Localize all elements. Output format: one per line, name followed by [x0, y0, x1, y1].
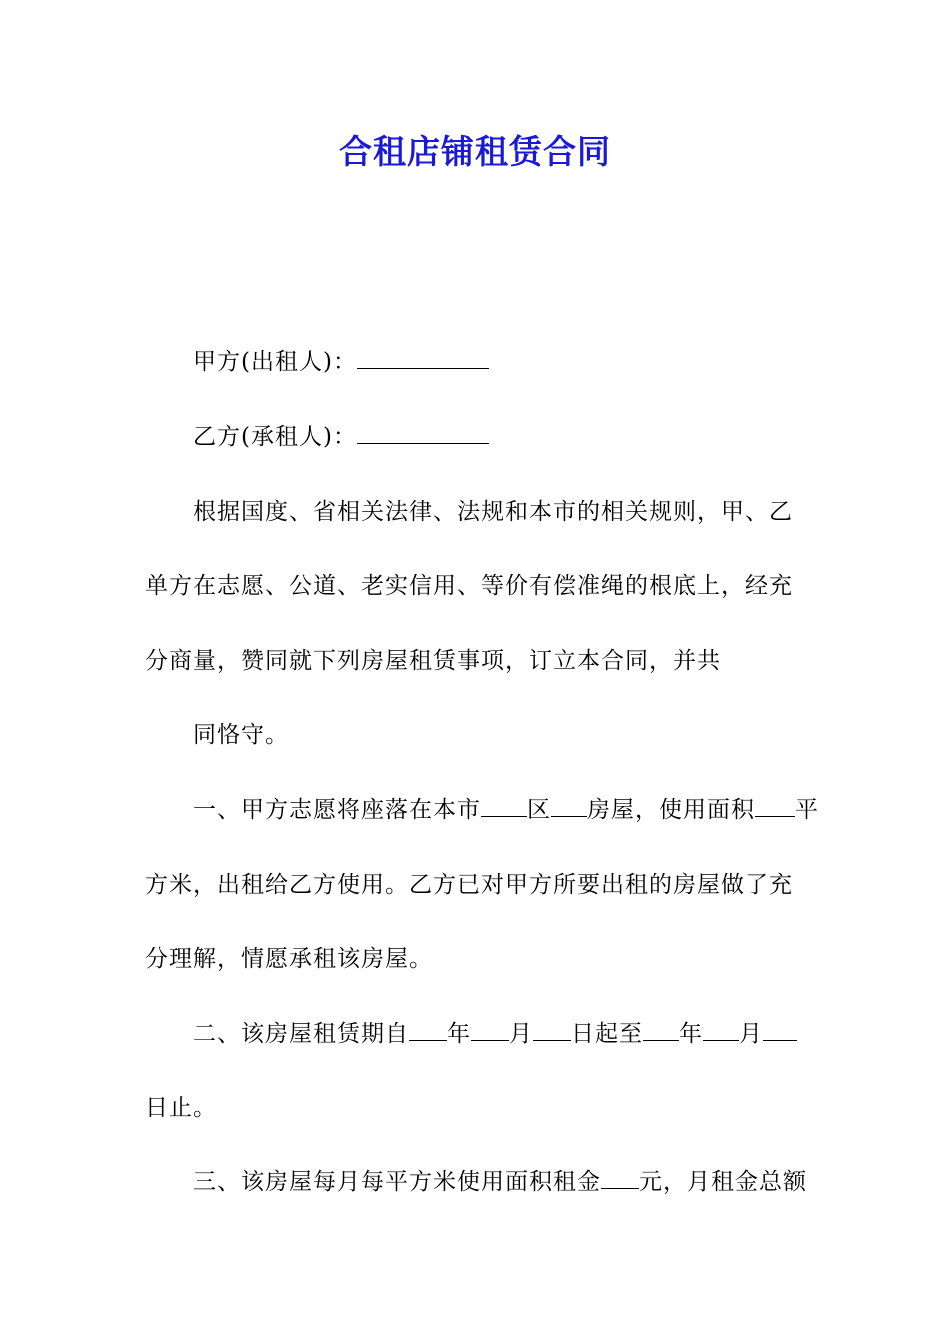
- clause-1-text-d: 平: [795, 797, 819, 823]
- party-b-label: 乙方(承租人)：: [193, 424, 357, 450]
- clause-2-line-2: 日止。: [145, 1095, 217, 1121]
- party-a-line: [193, 346, 873, 378]
- clause-1-line-2: 方米，出租给乙方使用。乙方已对甲方所要出租的房屋做了充: [145, 872, 793, 898]
- clause-2-text-c: 月: [509, 1021, 533, 1047]
- clause-2-text-d: 日起至: [571, 1021, 643, 1047]
- preamble-line-4: 同恪守。: [193, 722, 289, 748]
- party-a-blank: [357, 346, 489, 369]
- preamble-line-3: 分商量，赞同就下列房屋租赁事项，订立本合同，并共: [145, 648, 721, 674]
- rent-price-blank: [601, 1166, 639, 1189]
- start-year-blank: [409, 1018, 447, 1041]
- clause-2-text-f: 月: [739, 1021, 763, 1047]
- house-blank: [551, 794, 587, 817]
- party-a-label: 甲方(出租人)：: [193, 349, 357, 375]
- clause-2-text-e: 年: [679, 1021, 703, 1047]
- party-b-line: [193, 421, 873, 453]
- preamble-line-1: 根据国度、省相关法律、法规和本市的相关规则，甲、乙: [193, 499, 793, 525]
- clause-3-text-a: 三、该房屋每月每平方米使用面积租金: [193, 1169, 601, 1195]
- clause-1-line-1: [193, 794, 873, 826]
- clause-2-text-b: 年: [447, 1021, 471, 1047]
- district-blank: [481, 794, 527, 817]
- end-day-blank: [763, 1018, 797, 1041]
- start-month-blank: [471, 1018, 509, 1041]
- clause-3-line-1: [193, 1166, 873, 1198]
- clause-1-line-3: 分理解，情愿承租该房屋。: [145, 946, 433, 972]
- end-month-blank: [703, 1018, 739, 1041]
- area-blank: [755, 794, 795, 817]
- clause-3-text-b: 元，月租金总额: [639, 1169, 807, 1195]
- clause-1-text-c: 房屋，使用面积: [587, 797, 755, 823]
- clause-1-text-a: 一、甲方志愿将座落在本市: [193, 797, 481, 823]
- end-year-blank: [643, 1018, 679, 1041]
- clause-1-text-b: 区: [527, 797, 551, 823]
- party-b-blank: [357, 421, 489, 444]
- clause-2-line-1: [193, 1018, 873, 1050]
- preamble-line-2: 单方在志愿、公道、老实信用、等价有偿准绳的根底上，经充: [145, 573, 793, 599]
- start-day-blank: [533, 1018, 571, 1041]
- clause-2-text-a: 二、该房屋租赁期自: [193, 1021, 409, 1047]
- document-title: 合租店铺租赁合同: [339, 132, 611, 171]
